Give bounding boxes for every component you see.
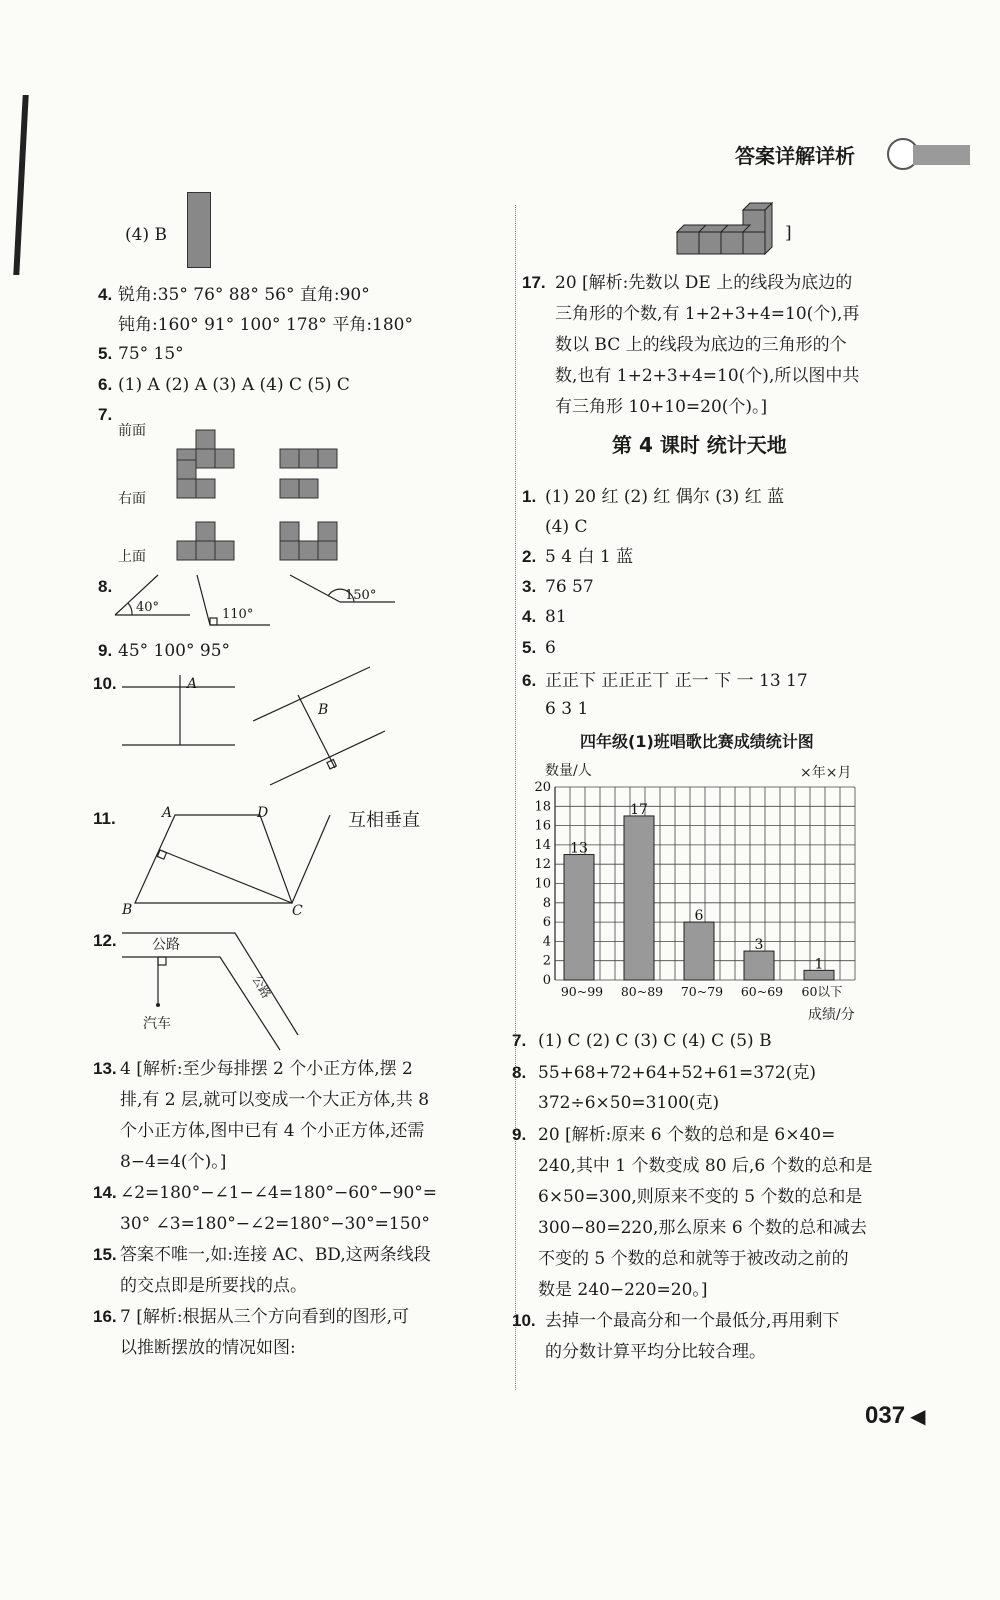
s9-line6: 数是 240−220=20。]: [538, 1280, 708, 1300]
s6-line2: 6 3 1: [545, 699, 589, 719]
q7-front-label: 前面: [118, 423, 146, 439]
q12-road-label-2: 公路: [249, 972, 274, 1001]
q15-line2: 的交点即是所要找的点。: [120, 1276, 307, 1296]
q17-label: 17.: [522, 273, 546, 292]
y-tick-label: 20: [534, 780, 551, 795]
q9-label: 9.: [98, 641, 113, 660]
section-title: 第 4 课时 统计天地: [612, 433, 787, 457]
q12-road-label: 公路: [152, 937, 180, 953]
q10-parallel-figure: [120, 665, 390, 795]
rectangle-figure: [187, 192, 211, 268]
bar: [624, 816, 654, 980]
s1-line1: (1) 20 红 (2) 红 偶尔 (3) 红 蓝: [545, 487, 785, 507]
s9-line3: 6×50=300,则原来不变的 5 个数的总和是: [538, 1187, 863, 1207]
q13-line2: 排,有 2 层,就可以变成一个大正方体,共 8: [120, 1090, 430, 1110]
y-tick-label: 14: [534, 837, 551, 853]
y-tick-label: 2: [542, 953, 551, 969]
q3-4-answer: (4) B: [125, 225, 167, 245]
x-tick-label: 70~79: [680, 984, 724, 999]
page-edge-shadow: [13, 95, 28, 275]
q13-line4: 8−4=4(个)。]: [120, 1152, 227, 1172]
q4-line2: 钝角:160° 91° 100° 178° 平角:180°: [118, 315, 413, 335]
bar: [744, 951, 774, 980]
header-bar: [913, 145, 970, 165]
bar: [564, 855, 594, 980]
s4-label: 4.: [522, 607, 537, 626]
q4-line1: 锐角:35° 76° 88° 56° 直角:90°: [118, 285, 370, 305]
q17-line1: 20 [解析:先数以 DE 上的线段为底边的: [555, 273, 853, 293]
q9-answer: 45° 100° 95°: [118, 641, 231, 661]
chart-ylabel: 数量/人: [545, 763, 592, 779]
page-number-footer: [865, 1402, 926, 1430]
q11-answer: 互相垂直: [348, 810, 420, 831]
s10-line2: 的分数计算平均分比较合理。: [545, 1342, 766, 1362]
bar-value-label: 3: [754, 937, 764, 954]
bar-value-label: 17: [630, 801, 648, 818]
q12-label: 12.: [93, 931, 117, 950]
s7-label: 7.: [512, 1031, 527, 1050]
s7-answer: (1) C (2) C (3) C (4) C (5) B: [538, 1031, 772, 1051]
s2-label: 2.: [522, 547, 537, 566]
s6-label: 6.: [522, 671, 537, 690]
s5-label: 5.: [522, 638, 537, 657]
q11-trapezoid-figure: [120, 800, 340, 920]
chart-xlabel: 成绩/分: [808, 1007, 855, 1023]
y-tick-label: 4: [542, 934, 551, 950]
y-tick-label: 12: [534, 857, 551, 873]
chart-title: 四年级(1)班唱歌比赛成绩统计图: [580, 732, 814, 751]
bar-value-label: 13: [570, 840, 588, 857]
s2-answer: 5 4 白 1 蓝: [545, 547, 634, 567]
x-tick-label: 60以下: [801, 984, 843, 999]
s9-line4: 300−80=220,那么原来 6 个数的总和减去: [538, 1218, 868, 1238]
q11-label: 11.: [93, 809, 116, 828]
y-tick-label: 16: [534, 818, 551, 834]
q5-answer: 75° 15°: [118, 344, 184, 364]
bar-chart: [530, 775, 870, 1007]
q7-label: 7.: [98, 405, 113, 424]
q11-point-b: B: [122, 902, 133, 918]
s10-label: 10.: [512, 1311, 536, 1330]
y-tick-label: 0: [542, 973, 551, 988]
s6-line1: 正正下 正正正丅 正一 下 一 13 17: [545, 671, 808, 691]
q8-angle1: 40°: [136, 600, 160, 615]
q10-label: 10.: [93, 674, 117, 693]
x-tick-label: 90~99: [560, 984, 604, 999]
s8-line2: 372÷6×50=3100(克): [538, 1093, 720, 1113]
q8-angle3: 150°: [345, 588, 377, 603]
q12-road-figure: [120, 925, 310, 1055]
bar: [684, 922, 714, 980]
q4-label: 4.: [98, 285, 113, 304]
q17-line5: 有三角形 10+10=20(个)。]: [555, 397, 768, 417]
header: [735, 138, 970, 172]
s10-line1: 去掉一个最高分和一个最低分,再用剩下: [545, 1311, 840, 1331]
q14-label: 14.: [93, 1183, 117, 1202]
q7-top-label: 上面: [118, 549, 146, 565]
chart-date-note: ×年×月: [800, 765, 852, 781]
q13-label: 13.: [93, 1059, 117, 1078]
q15-label: 15.: [93, 1245, 117, 1264]
s8-line1: 55+68+72+64+52+61=372(克): [538, 1063, 816, 1083]
q10-point-a: A: [187, 676, 198, 692]
y-tick-label: 6: [542, 915, 551, 931]
q12-car-label: 汽车: [143, 1016, 171, 1032]
q6-label: 6.: [98, 375, 113, 394]
q17-line4: 数,也有 1+2+3+4=10(个),所以图中共: [555, 366, 860, 386]
x-tick-label: 80~89: [620, 984, 664, 999]
page-number: 037: [865, 1402, 906, 1429]
s3-label: 3.: [522, 577, 537, 596]
bar-value-label: 6: [694, 908, 704, 925]
q17-line2: 三角形的个数,有 1+2+3+4=10(个),再: [555, 304, 860, 324]
column-divider: [515, 205, 516, 1390]
y-tick-label: 10: [534, 876, 551, 892]
s1-line2: (4) C: [545, 517, 588, 537]
s4-answer: 81: [545, 607, 567, 627]
q15-line1: 答案不唯一,如:连接 AC、BD,这两条线段: [120, 1245, 431, 1265]
q13-line3: 个小正方体,图中已有 4 个小正方体,还需: [120, 1121, 425, 1141]
q16-label: 16.: [93, 1307, 117, 1326]
q14-line2: 30° ∠3=180°−∠2=180°−30°=150°: [120, 1214, 430, 1234]
q13-line1: 4 [解析:至少每排摆 2 个小正方体,摆 2: [120, 1059, 413, 1079]
y-tick-label: 8: [542, 895, 551, 911]
q16-bracket: ]: [785, 223, 792, 243]
triangle-left-icon: ◀: [910, 1404, 926, 1428]
s1-label: 1.: [522, 487, 537, 506]
x-tick-label: 60~69: [740, 984, 784, 999]
q8-label: 8.: [98, 577, 113, 596]
q16-line1: 7 [解析:根据从三个方向看到的图形,可: [120, 1307, 409, 1327]
q7-views-figure: [170, 425, 370, 565]
s9-line2: 240,其中 1 个数变成 80 后,6 个数的总和是: [538, 1156, 873, 1176]
q6-answer: (1) A (2) A (3) A (4) C (5) C: [118, 375, 350, 395]
bar-value-label: 1: [814, 956, 824, 973]
header-title: 答案详解详析: [735, 144, 855, 168]
s5-answer: 6: [545, 638, 556, 658]
q7-right-label: 右面: [118, 491, 146, 507]
q11-point-a: A: [162, 805, 173, 821]
q5-label: 5.: [98, 344, 113, 363]
s8-label: 8.: [512, 1063, 527, 1082]
q11-point-c: C: [292, 903, 303, 919]
y-tick-label: 18: [534, 799, 551, 815]
s3-answer: 76 57: [545, 577, 594, 597]
s9-line1: 20 [解析:原来 6 个数的总和是 6×40=: [538, 1125, 836, 1145]
q16-line2: 以推断摆放的情况如图:: [120, 1338, 296, 1358]
s9-label: 9.: [512, 1125, 527, 1144]
q11-point-d: D: [257, 805, 269, 821]
q8-angle2: 110°: [222, 607, 254, 622]
s9-line5: 不变的 5 个数的总和就等于被改动之前的: [538, 1249, 849, 1269]
q10-point-b: B: [318, 702, 329, 718]
q16-cubes-figure: [672, 198, 802, 260]
q17-line3: 数以 BC 上的线段为底边的三角形的个: [555, 335, 847, 355]
q14-line1: ∠2=180°−∠1−∠4=180°−60°−90°=: [120, 1183, 438, 1203]
